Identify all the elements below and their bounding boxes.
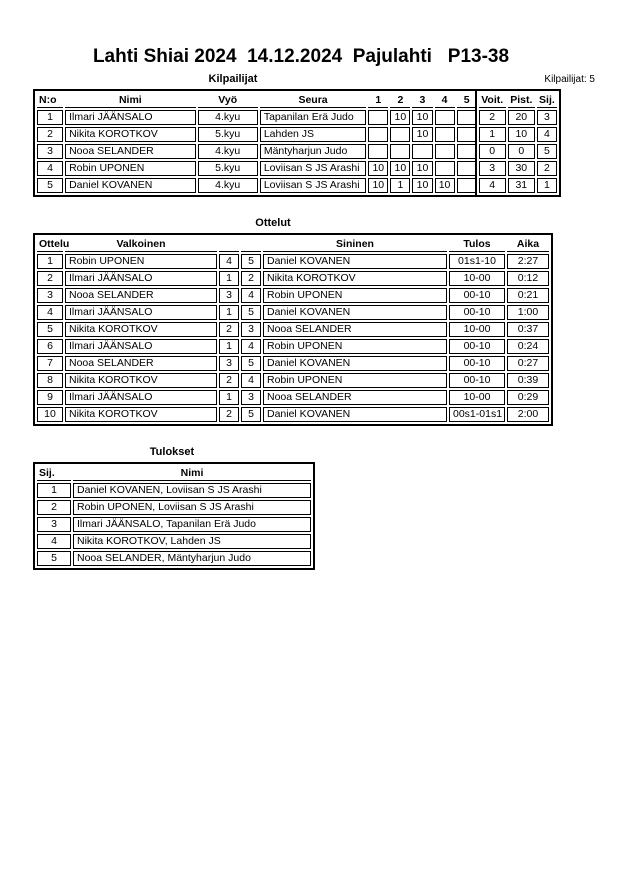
result-row <box>37 534 311 549</box>
cell-place: 2 <box>537 161 557 176</box>
cell-no: 3 <box>37 144 63 159</box>
result-row <box>37 500 311 515</box>
match-row <box>37 271 549 286</box>
cell-result-place: 1 <box>37 483 71 498</box>
cell-score-4: 10 <box>435 178 455 193</box>
cell-result: 10-00 <box>449 322 505 337</box>
cell-match-no: 9 <box>37 390 63 405</box>
cell-name: Robin UPONEN <box>65 161 196 176</box>
cell-score-1: 10 <box>368 178 388 193</box>
cell-points: 20 <box>508 110 535 125</box>
cell-score-5 <box>457 178 477 193</box>
col-header-blue: Sininen <box>263 237 447 252</box>
match-row <box>37 305 549 320</box>
match-row <box>37 407 549 422</box>
cell-score-4 <box>435 127 455 142</box>
cell-white-name: Ilmari JÄÄNSALO <box>65 339 217 354</box>
cell-white-name: Robin UPONEN <box>65 254 217 269</box>
competitor-row <box>37 127 557 142</box>
cell-match-no: 5 <box>37 322 63 337</box>
competitors-section-title: Kilpailijat <box>208 73 258 85</box>
matches-section-title: Ottelut <box>255 217 291 229</box>
matches-header-row <box>37 237 549 252</box>
cell-match-no: 7 <box>37 356 63 371</box>
cell-result-place: 4 <box>37 534 71 549</box>
cell-white-no: 1 <box>219 339 239 354</box>
cell-blue-no: 5 <box>241 305 261 320</box>
cell-blue-no: 5 <box>241 407 261 422</box>
cell-belt: 4.kyu <box>198 144 258 159</box>
cell-score-1 <box>368 144 388 159</box>
col-header-result-place: Sij. <box>37 466 71 481</box>
page-title: Lahti Shiai 2024 14.12.2024 Pajulahti P13-38 <box>92 46 510 67</box>
col-header-score-3: 3 <box>412 93 432 108</box>
cell-result-name-club: Ilmari JÄÄNSALO, Tapanilan Erä Judo <box>73 517 311 532</box>
cell-score-3 <box>412 144 432 159</box>
col-header-time: Aika <box>507 237 549 252</box>
cell-result-place: 3 <box>37 517 71 532</box>
matches-table <box>33 233 553 426</box>
cell-match-no: 10 <box>37 407 63 422</box>
cell-club: Loviisan S JS Arashi <box>260 161 366 176</box>
competitors-section-head <box>33 72 630 86</box>
wins-column-separator-line <box>475 89 477 197</box>
cell-score-3: 10 <box>412 178 432 193</box>
cell-wins: 2 <box>479 110 506 125</box>
cell-time: 1:00 <box>507 305 549 320</box>
cell-points: 10 <box>508 127 535 142</box>
match-row <box>37 356 549 371</box>
cell-blue-name: Nikita KOROTKOV <box>263 271 447 286</box>
cell-score-1: 10 <box>368 161 388 176</box>
cell-time: 0:21 <box>507 288 549 303</box>
cell-white-no: 1 <box>219 271 239 286</box>
cell-score-4 <box>435 110 455 125</box>
cell-white-no: 3 <box>219 356 239 371</box>
col-header-belt: Vyö <box>198 93 258 108</box>
cell-score-3: 10 <box>412 161 432 176</box>
cell-score-5 <box>457 161 477 176</box>
cell-wins: 3 <box>479 161 506 176</box>
cell-result-place: 5 <box>37 551 71 566</box>
cell-score-1 <box>368 127 388 142</box>
cell-no: 2 <box>37 127 63 142</box>
cell-belt: 5.kyu <box>198 127 258 142</box>
cell-name: Nikita KOROTKOV <box>65 127 196 142</box>
cell-club: Lahden JS <box>260 127 366 142</box>
cell-white-name: Nikita KOROTKOV <box>65 407 217 422</box>
cell-place: 5 <box>537 144 557 159</box>
cell-white-no: 4 <box>219 254 239 269</box>
cell-match-no: 8 <box>37 373 63 388</box>
cell-name: Ilmari JÄÄNSALO <box>65 110 196 125</box>
cell-white-name: Nooa SELANDER <box>65 288 217 303</box>
cell-blue-no: 4 <box>241 288 261 303</box>
cell-blue-no: 3 <box>241 390 261 405</box>
cell-no: 1 <box>37 110 63 125</box>
col-header-result-name: Nimi <box>73 466 311 481</box>
col-header-points: Pist. <box>508 93 535 108</box>
cell-match-no: 3 <box>37 288 63 303</box>
col-header-score-5: 5 <box>457 93 477 108</box>
competitors-table-wrap <box>33 89 630 197</box>
cell-result: 00s1-01s1 <box>449 407 505 422</box>
cell-points: 31 <box>508 178 535 193</box>
cell-score-2: 1 <box>390 178 410 193</box>
cell-result: 01s1-10 <box>449 254 505 269</box>
matches-table-wrap <box>33 233 630 426</box>
cell-time: 0:29 <box>507 390 549 405</box>
cell-match-no: 6 <box>37 339 63 354</box>
result-row <box>37 517 311 532</box>
match-row <box>37 390 549 405</box>
cell-blue-name: Daniel KOVANEN <box>263 254 447 269</box>
cell-blue-name: Nooa SELANDER <box>263 322 447 337</box>
competitors-table <box>33 89 561 197</box>
cell-white-no: 1 <box>219 305 239 320</box>
results-header-row <box>37 466 311 481</box>
cell-no: 4 <box>37 161 63 176</box>
competitors-count-label: Kilpailijat: 5 <box>544 74 595 85</box>
cell-wins: 4 <box>479 178 506 193</box>
cell-belt: 4.kyu <box>198 178 258 193</box>
cell-white-no: 1 <box>219 390 239 405</box>
cell-blue-no: 5 <box>241 254 261 269</box>
results-section-title: Tulokset <box>149 446 195 458</box>
cell-result-name-club: Robin UPONEN, Loviisan S JS Arashi <box>73 500 311 515</box>
col-header-result: Tulos <box>449 237 505 252</box>
cell-result: 00-10 <box>449 339 505 354</box>
cell-score-2: 10 <box>390 110 410 125</box>
col-header-white-no <box>219 237 239 252</box>
cell-score-4 <box>435 161 455 176</box>
cell-blue-no: 4 <box>241 373 261 388</box>
cell-no: 5 <box>37 178 63 193</box>
results-table-wrap <box>33 462 630 570</box>
cell-blue-no: 5 <box>241 356 261 371</box>
cell-score-4 <box>435 144 455 159</box>
cell-place: 1 <box>537 178 557 193</box>
cell-blue-name: Daniel KOVANEN <box>263 305 447 320</box>
cell-time: 0:27 <box>507 356 549 371</box>
cell-result: 00-10 <box>449 305 505 320</box>
col-header-no: N:o <box>37 93 63 108</box>
cell-time: 0:37 <box>507 322 549 337</box>
cell-result: 00-10 <box>449 373 505 388</box>
cell-score-5 <box>457 127 477 142</box>
cell-blue-no: 4 <box>241 339 261 354</box>
cell-blue-name: Daniel KOVANEN <box>263 407 447 422</box>
matches-section-head <box>33 216 630 230</box>
cell-result: 10-00 <box>449 390 505 405</box>
col-header-place: Sij. <box>537 93 557 108</box>
cell-result-name-club: Nikita KOROTKOV, Lahden JS <box>73 534 311 549</box>
col-header-score-2: 2 <box>390 93 410 108</box>
match-row <box>37 373 549 388</box>
cell-white-name: Nikita KOROTKOV <box>65 322 217 337</box>
cell-blue-name: Daniel KOVANEN <box>263 356 447 371</box>
cell-white-name: Ilmari JÄÄNSALO <box>65 271 217 286</box>
col-header-blue-no <box>241 237 261 252</box>
competitor-row <box>37 161 557 176</box>
cell-blue-name: Robin UPONEN <box>263 288 447 303</box>
cell-score-3: 10 <box>412 127 432 142</box>
cell-white-no: 2 <box>219 322 239 337</box>
match-row <box>37 339 549 354</box>
cell-club: Loviisan S JS Arashi <box>260 178 366 193</box>
cell-white-name: Ilmari JÄÄNSALO <box>65 390 217 405</box>
cell-blue-no: 2 <box>241 271 261 286</box>
cell-time: 0:39 <box>507 373 549 388</box>
cell-blue-no: 3 <box>241 322 261 337</box>
cell-score-5 <box>457 110 477 125</box>
cell-result: 00-10 <box>449 356 505 371</box>
results-section-head <box>33 445 630 459</box>
cell-time: 0:12 <box>507 271 549 286</box>
cell-wins: 0 <box>479 144 506 159</box>
match-row <box>37 288 549 303</box>
cell-white-name: Nooa SELANDER <box>65 356 217 371</box>
cell-place: 3 <box>537 110 557 125</box>
cell-club: Mäntyharjun Judo <box>260 144 366 159</box>
cell-white-no: 2 <box>219 407 239 422</box>
cell-points: 0 <box>508 144 535 159</box>
competitor-row <box>37 110 557 125</box>
cell-time: 2:00 <box>507 407 549 422</box>
cell-score-1 <box>368 110 388 125</box>
cell-score-3: 10 <box>412 110 432 125</box>
cell-points: 30 <box>508 161 535 176</box>
competitors-header-row <box>37 93 557 108</box>
cell-score-2 <box>390 144 410 159</box>
cell-blue-name: Robin UPONEN <box>263 339 447 354</box>
cell-white-name: Ilmari JÄÄNSALO <box>65 305 217 320</box>
cell-result-name-club: Daniel KOVANEN, Loviisan S JS Arashi <box>73 483 311 498</box>
col-header-name: Nimi <box>65 93 196 108</box>
cell-white-no: 2 <box>219 373 239 388</box>
cell-white-name: Nikita KOROTKOV <box>65 373 217 388</box>
competitor-row <box>37 178 557 193</box>
result-row <box>37 483 311 498</box>
cell-result-place: 2 <box>37 500 71 515</box>
cell-result: 10-00 <box>449 271 505 286</box>
cell-result: 00-10 <box>449 288 505 303</box>
cell-score-2: 10 <box>390 161 410 176</box>
cell-score-2 <box>390 127 410 142</box>
cell-belt: 5.kyu <box>198 161 258 176</box>
cell-wins: 1 <box>479 127 506 142</box>
col-header-wins: Voit. <box>479 93 506 108</box>
match-row <box>37 254 549 269</box>
cell-belt: 4.kyu <box>198 110 258 125</box>
cell-score-5 <box>457 144 477 159</box>
cell-name: Nooa SELANDER <box>65 144 196 159</box>
cell-club: Tapanilan Erä Judo <box>260 110 366 125</box>
col-header-club: Seura <box>260 93 366 108</box>
cell-place: 4 <box>537 127 557 142</box>
cell-blue-name: Nooa SELANDER <box>263 390 447 405</box>
col-header-white: Valkoinen <box>65 237 217 252</box>
col-header-score-1: 1 <box>368 93 388 108</box>
col-header-score-4: 4 <box>435 93 455 108</box>
cell-time: 2:27 <box>507 254 549 269</box>
result-row <box>37 551 311 566</box>
results-table <box>33 462 315 570</box>
cell-match-no: 4 <box>37 305 63 320</box>
col-header-match-no: Ottelu <box>37 237 63 252</box>
competitor-row <box>37 144 557 159</box>
cell-name: Daniel KOVANEN <box>65 178 196 193</box>
cell-match-no: 2 <box>37 271 63 286</box>
cell-white-no: 3 <box>219 288 239 303</box>
cell-result-name-club: Nooa SELANDER, Mäntyharjun Judo <box>73 551 311 566</box>
cell-blue-name: Robin UPONEN <box>263 373 447 388</box>
match-row <box>37 322 549 337</box>
cell-time: 0:24 <box>507 339 549 354</box>
cell-match-no: 1 <box>37 254 63 269</box>
